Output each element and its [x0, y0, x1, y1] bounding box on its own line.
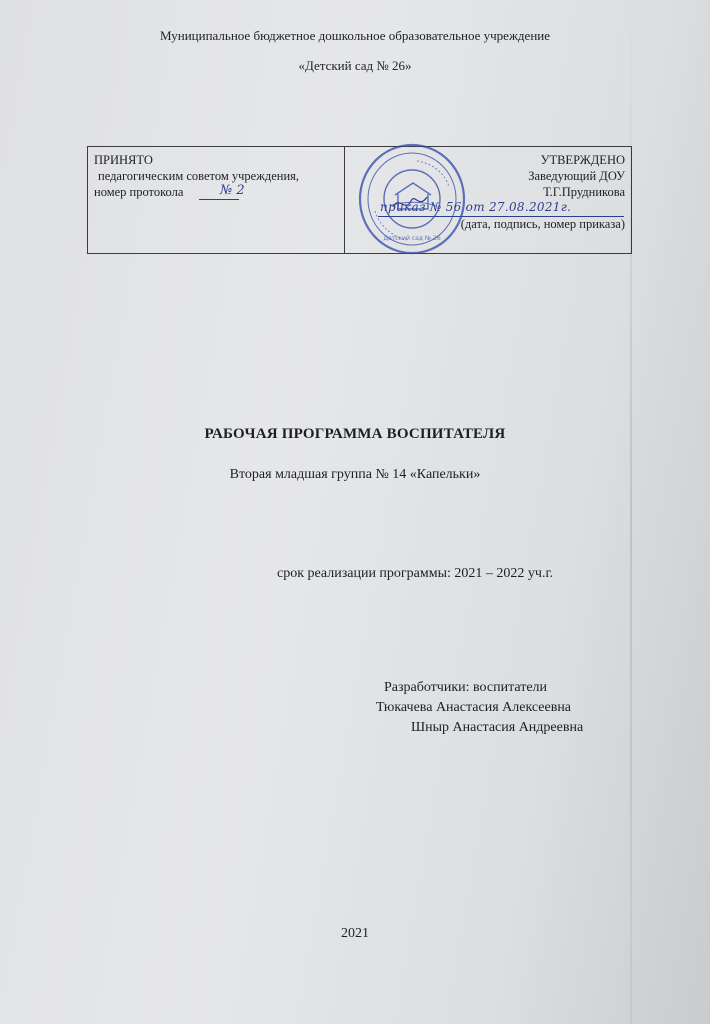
- program-term: срок реализации программы: 2021 – 2022 уч.г.: [277, 566, 554, 581]
- approver-name: Т.Г.Прудникова: [543, 185, 625, 199]
- developer-name-2: Шныр Анастасия Андреевна: [411, 720, 584, 735]
- accepted-council: педагогическим советом учреждения,: [98, 169, 300, 183]
- official-stamp: [357, 143, 467, 255]
- approval-caption: (дата, подпись, номер приказа): [460, 217, 625, 231]
- protocol-number: № 2: [220, 183, 245, 198]
- accepted-heading: ПРИНЯТО: [94, 153, 153, 167]
- program-title: РАБОЧАЯ ПРОГРАММА ВОСПИТАТЕЛЯ: [204, 426, 506, 442]
- approved-heading: УТВЕРЖДЕНО: [540, 153, 625, 167]
- stamp-text: Детский сад № 26: [383, 235, 441, 242]
- group-name: Вторая младшая группа № 14 «Капельки»: [229, 467, 481, 482]
- protocol-underline: [199, 199, 239, 200]
- document-year: 2021: [341, 926, 369, 941]
- developer-name-1: Тюкачева Анастасия Алексеевна: [376, 700, 572, 715]
- institution-name: «Детский сад № 26»: [298, 58, 412, 73]
- order-handwriting: приказ № 56 от 27.08.2021г.: [380, 200, 572, 214]
- developers-label: Разработчики: воспитатели: [384, 680, 548, 695]
- approver-position: Заведующий ДОУ: [528, 169, 625, 183]
- institution-line: Муниципальное бюджетное дошкольное образовательное учреждение: [160, 28, 550, 43]
- protocol-label: номер протокола: [94, 185, 184, 199]
- table-divider: [344, 147, 345, 253]
